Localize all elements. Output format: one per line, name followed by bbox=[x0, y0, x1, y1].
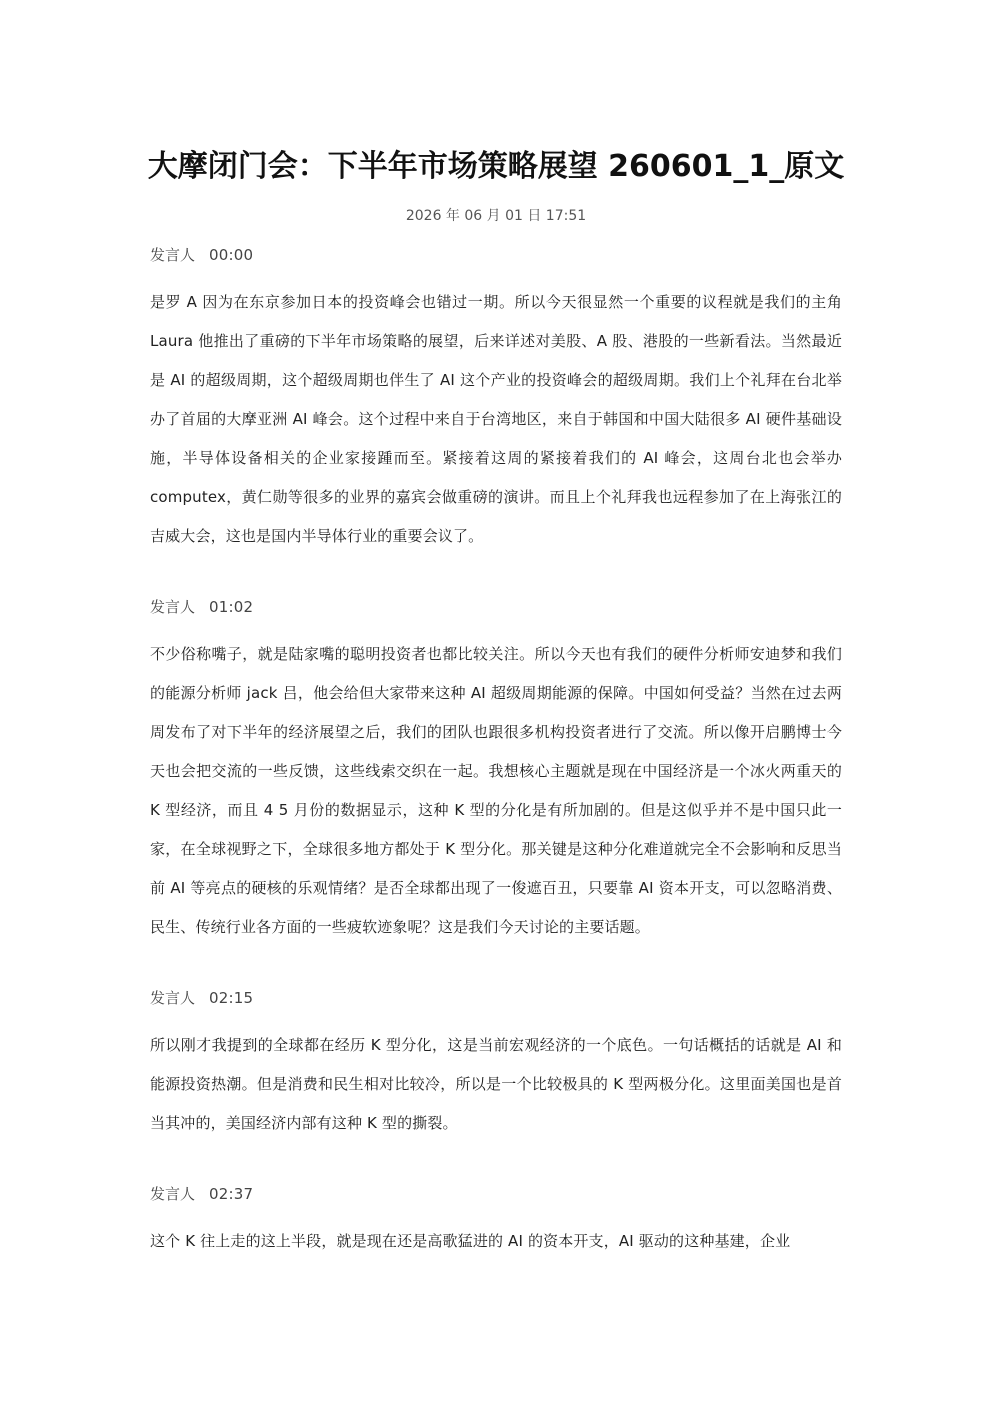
segment-text: 不少俗称嘴子，就是陆家嘴的聪明投资者也都比较关注。所以今天也有我们的硬件分析师安迪梦和我们的能源分析师 jack 吕，他会给但大家带来这种 AI 超级周期能源的保障。中国如何受益？当然在过去两周发布了对下半年的经济展望之后，我们的团队也跟很多机构投资者进行了交流。所以像开启鹏博士今天也会把交流的一些反馈，这些线索交织在一起。我想核心主题就是现在中国经济是一个冰火两重天的 K 型经济，而且 4 5 月份的数据显示，这种 K 型的分化是有所加剧的。但是这似乎并不是中国只此一家，在全球视野之下，全球很多地方都处于 K 型分化。那关键是这种分化难道就完全不会影响和反思当前 AI 等亮点的硬核的乐观情绪？是否全球都出现了一俊遮百丑，只要靠 AI 资本开支，可以忽略消费、民生、传统行业各方面的一些疲软迹象呢？这是我们今天讨论的主要话题。 bbox=[150, 645, 842, 936]
segment-text: 是罗 A 因为在东京参加日本的投资峰会也错过一期。所以今天很显然一个重要的议程就是我们的主角 Laura 他推出了重磅的下半年市场策略的展望，后来详述对美股、A 股、港股的一些新看法。当然最近是 AI 的超级周期，这个超级周期也伴生了 AI 这个产业的投资峰会的超级周期。我们上个礼拜在台北举办了首届的大摩亚洲 AI 峰会。这个过程中来自于台湾地区，来自于韩国和中国大陆很多 AI 硬件基础设施，半导体设备相关的企业家接踵而至。紧接着这周的紧接着我们的 AI 峰会，这周台北也会举办 computex，黄仁勋等很多的业界的嘉宾会做重磅的演讲。而且上个礼拜我也远程参加了在上海张江的吉威大会，这也是国内半导体行业的重要会议了。 bbox=[150, 293, 842, 545]
transcript-segment bbox=[150, 243, 842, 556]
segment-text: 所以刚才我提到的全球都在经历 K 型分化，这是当前宏观经济的一个底色。一句话概括的话就是 AI 和能源投资热潮。但是消费和民生相对比较冷，所以是一个比较极具的 K 型两极分化。这里面美国也是首当其冲的，美国经济内部有这种 K 型的撕裂。 bbox=[150, 1036, 842, 1132]
segment-timestamp: 00:00 bbox=[209, 246, 254, 264]
segment-text: 这个 K 往上走的这上半段，就是现在还是高歌猛进的 AI 的资本开支，AI 驱动的这种基建，企业 bbox=[150, 1232, 791, 1250]
document-date: 2026 年 06 月 01 日 17:51 bbox=[405, 208, 587, 224]
segment-header bbox=[150, 243, 842, 267]
transcript-segment bbox=[150, 1182, 842, 1261]
transcript-body bbox=[150, 243, 842, 1300]
segment-header bbox=[150, 595, 842, 619]
speaker-label: 发言人 bbox=[150, 246, 196, 264]
speaker-label: 发言人 bbox=[150, 598, 196, 616]
segment-header bbox=[150, 986, 842, 1010]
segment-timestamp: 02:15 bbox=[209, 989, 254, 1007]
segment-timestamp: 01:02 bbox=[209, 598, 254, 616]
segment-header bbox=[150, 1182, 842, 1206]
speaker-label: 发言人 bbox=[150, 1185, 196, 1203]
speaker-label: 发言人 bbox=[150, 989, 196, 1007]
document-title: 大摩闭门会：下半年市场策略展望 260601_1_原文 bbox=[147, 149, 845, 184]
segment-timestamp: 02:37 bbox=[209, 1185, 254, 1203]
transcript-segment bbox=[150, 595, 842, 947]
transcript-segment bbox=[150, 986, 842, 1143]
